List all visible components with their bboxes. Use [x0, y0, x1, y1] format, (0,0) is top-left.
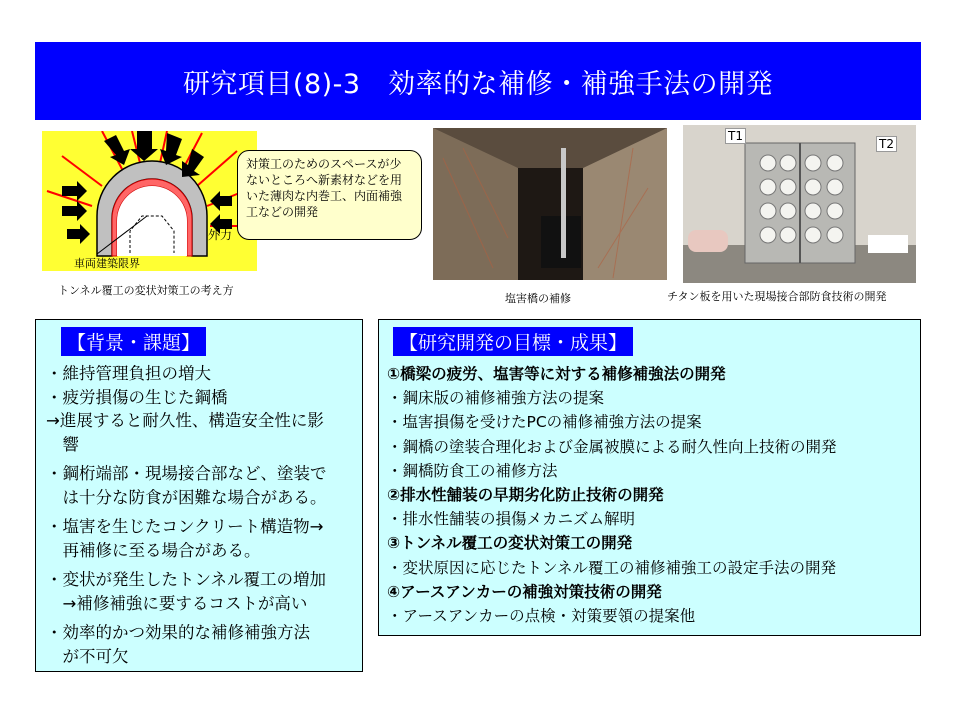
titanium-plate-photo — [683, 125, 916, 283]
list-item: ④アースアンカーの補強対策技術の開発 — [387, 582, 662, 601]
titanium-caption: チタン板を用いた現場接合部防食技術の開発 — [667, 290, 887, 303]
list-item: ・維持管理負担の増大 — [46, 364, 211, 383]
tunnel-callout: 対策工のためのスペースが少ないところへ新素材などを用いた薄肉な内巻工、内面補強工などの開発 — [237, 150, 422, 240]
title-bar — [35, 42, 921, 120]
background-issues-list — [46, 362, 356, 668]
list-item: ・鋼橋の塗装合理化および金属被膜による耐久性向上技術の開発 — [387, 437, 837, 456]
goals-results-list — [387, 362, 907, 628]
t2-label: T2 — [876, 136, 897, 152]
list-item: ・排水性舗装の損傷メカニズム解明 — [387, 510, 636, 529]
list-item: 響 — [46, 434, 79, 454]
tunnel-caption: トンネル覆工の変状対策工の考え方 — [58, 284, 234, 297]
list-item: ③トンネル覆工の変状対策工の開発 — [387, 534, 633, 553]
list-item: ・変状原因に応じたトンネル覆工の補修補強工の設定手法の開発 — [387, 558, 837, 577]
list-item: ・塩害を生じたコンクリート構造物→ — [46, 517, 324, 536]
vehicle-clearance-label: 車両建築限界 — [74, 257, 140, 270]
list-item: が不可欠 — [46, 646, 129, 666]
list-item: ・塩害損傷を受けたPCの補修補強方法の提案 — [387, 413, 702, 432]
list-item: →進展すると耐久性、構造安全性に影 — [46, 411, 324, 430]
t1-label: T1 — [725, 128, 746, 144]
list-item: ①橋梁の疲労、塩害等に対する補修補強法の開発 — [387, 365, 726, 383]
external-force-label: 外力 — [208, 228, 233, 242]
salt-bridge-photo — [433, 128, 667, 280]
goals-results-heading: 【研究開発の目標・成果】 — [393, 327, 633, 356]
list-item: →補修補強に要するコストが高い — [46, 593, 308, 613]
goals-results-panel — [378, 319, 921, 636]
list-item: ・変状が発生したトンネル覆工の増加 — [46, 570, 327, 589]
list-item: ・鋼橋防食工の補修方法 — [387, 461, 558, 480]
page-title: 研究項目(8)-3 効率的な補修・補強手法の開発 — [182, 68, 774, 100]
tunnel-diagram-graphic — [42, 131, 257, 271]
list-item: ・鋼桁端部・現場接合部など、塗装で — [46, 464, 327, 483]
list-item: ・疲労損傷の生じた鋼橋 — [46, 387, 228, 407]
list-item: ・アースアンカーの点検・対策要領の提案他 — [387, 607, 696, 626]
list-item: は十分な防食が困難な場合がある。 — [46, 487, 327, 507]
salt-bridge-caption: 塩害橋の補修 — [505, 292, 571, 305]
background-issues-panel — [35, 319, 363, 672]
background-issues-heading: 【背景・課題】 — [61, 327, 206, 356]
list-item: 再補修に至る場合がある。 — [46, 540, 261, 560]
list-item: ②排水性舗装の早期劣化防止技術の開発 — [387, 486, 664, 505]
list-item: ・効率的かつ効果的な補修補強方法 — [46, 623, 310, 642]
tunnel-diagram — [42, 131, 257, 271]
list-item: ・鋼床版の補修補強方法の提案 — [387, 389, 605, 408]
